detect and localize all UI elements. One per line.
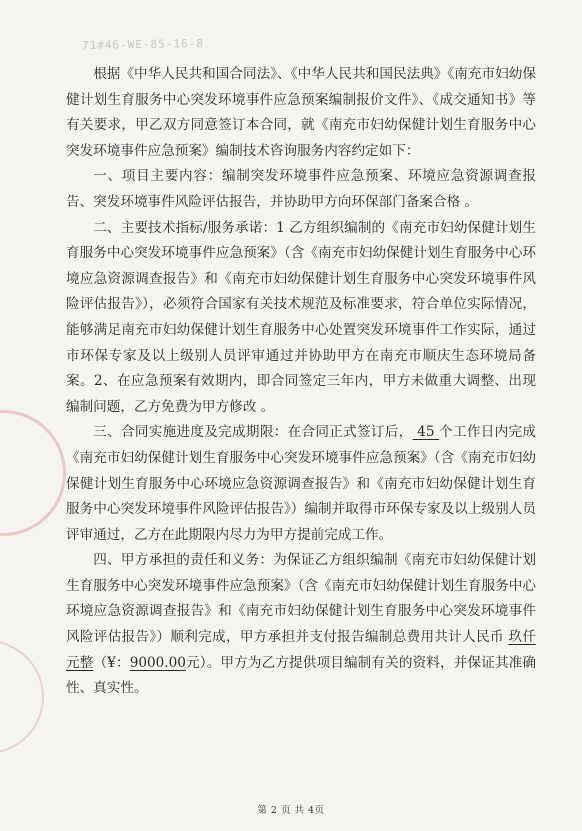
red-seal-partial: [0, 410, 66, 536]
clause-3-schedule: [66, 420, 536, 548]
clause-1-project-content: 一、项目主要内容：编制突发环境事件应急预案、环境应急资源调查报告、突发环境事件风险评估报告，并协助甲方向环保部门备案合格 。: [66, 168, 536, 210]
contract-body: [66, 62, 536, 702]
amount-number-blank: 9000.00: [129, 654, 186, 671]
clause-4-text-post: 元）。甲方为乙方提供项目编制有关的资料，并保证其准确性、真实性。: [66, 654, 536, 697]
faded-header-mark: 71#46-WE-85-16-8: [81, 36, 205, 53]
amount-words-blank: 玖仟元整: [66, 629, 536, 671]
clause-4-text-pre: 四、甲方承担的责任和义务：为保证乙方组织编制《南充市妇幼保健计划生育服务中心突发环境事件应急预案》（含《南充市妇幼保健计划生育服务中心环境应急资源调查报告》和《南充市妇幼保健计划生育服务中心突发环境事件风险评估报告》）顺利完成，甲方承担并支付报告编制总费用共计人民币: [66, 552, 536, 646]
intro-paragraph: 根据《中华人民共和国合同法》、《中华人民共和国民法典》《南充市妇幼保健计划生育服务中心突发环境事件应急预案编制报价文件》、《成交通知书》等有关要求，甲乙双方同意签订本合同，就《南充市妇幼保健计划生育服务中心突发环境事件应急预案》编制技术咨询服务内容约定如下：: [66, 66, 536, 159]
clause-2-technical-indicators: 二、主要技术指标/服务承诺：1 乙方组织编制的《南充市妇幼保健计划生育服务中心突发环境事件应急预案》（含《南充市妇幼保健计划生育服务中心环境应急资源调查报告》和《南充市妇幼保健计划生育服务中心突发环境事件风险评估报告》），必须符合国家有关技术规范及标准要求，符合单位实际情况，能够满足南充市妇幼保健计划生育服务中心处置突发环境事件工作实际，通过市环保专家及以上级别人员评审通过并协助甲方在南充市顺庆生态环境局备案。2、在应急预案有效期内，即合同签定三年内，甲方未做重大调整、出现编制问题，乙方免费为甲方修改 。: [66, 219, 536, 415]
red-seal-partial-lower: [0, 640, 44, 754]
clause-4-party-a-duties: [66, 548, 536, 702]
clause-4-text-mid: （¥：: [93, 654, 130, 671]
clause-3-text-pre: 三、合同实施进度及完成期限：在合同正式签订后，: [93, 424, 413, 441]
working-days-blank: 45: [412, 424, 440, 441]
clause-3-text-post: 个工作日内完成《南充市妇幼保健计划生育服务中心突发环境事件应急预案》（含《南充市妇幼保健计划生育服务中心环境应急资源调查报告》和《南充市妇幼保健计划生育服务中心突发环境事件风险评估报告》）编制并取得市环保专家及以上级别人员评审通过，乙方在此期限内尽力为甲方提前完成工作。: [66, 424, 537, 543]
page-number-footer: 第 2 页 共 4页: [257, 805, 325, 816]
